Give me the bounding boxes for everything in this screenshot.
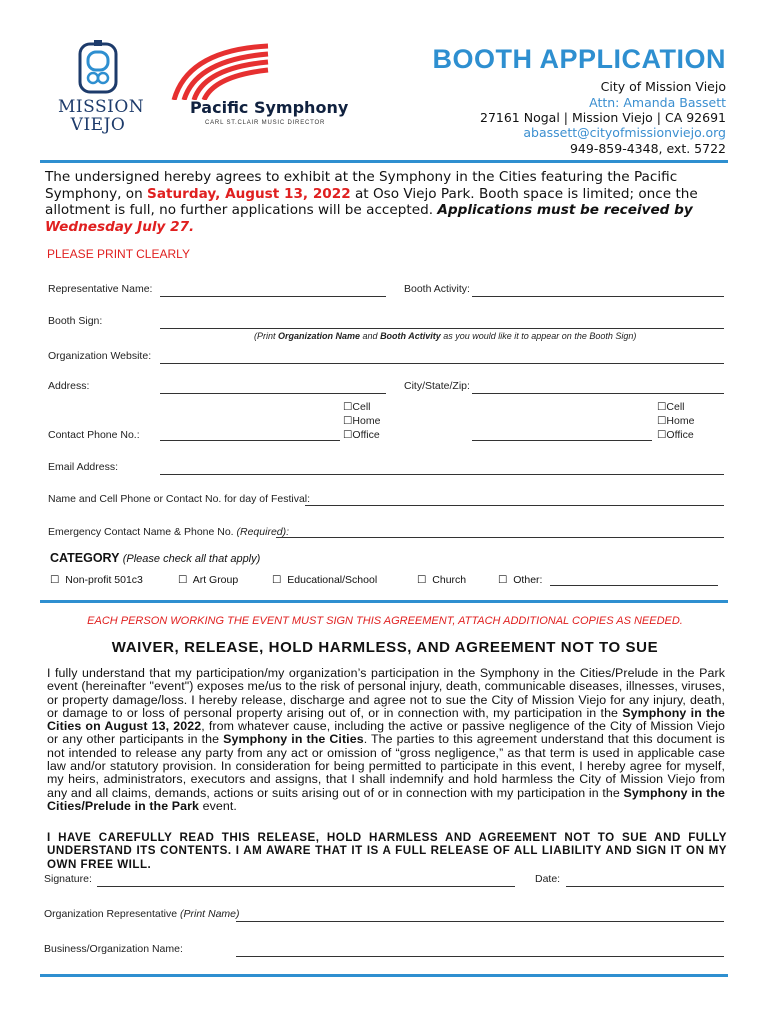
waiver-text: I fully understand that my participation/my organization’s participation in the Symphony in the Cities/Prelude in the Park event (hereinafter "event") exposes me/us to the risk of personal injury, death, communicable diseases, illnesses, viruses, or property damage/loss. I hereby release, discharge and agree not to sue the City of Mission Viejo for any injury, death, or damage to or loss of personal property arising out of, or in connection with, my participation in the [47,666,725,720]
phone-type-label: Cell [666,401,685,413]
signature-field[interactable] [97,886,515,887]
print-clearly-note: PLEASE PRINT CLEARLY [47,247,190,261]
event-date: Saturday, August 13, 2022 [147,185,351,202]
logo-word-viejo: VIEJO [70,115,126,135]
email-field[interactable] [160,474,724,475]
intro-paragraph [45,169,733,235]
city-state-zip-label: City/State/Zip: [404,380,470,392]
category-nonprofit-checkbox[interactable]: ☐ Non-profit 501c3 [50,574,143,586]
org-rep-hint: (Print Name) [180,908,240,920]
website-label: Organization Website: [48,350,152,362]
page-title: BOOTH APPLICATION [432,44,726,74]
address-label: Address: [48,380,90,392]
org-rep-label [44,908,240,920]
date-field[interactable] [566,886,724,887]
category-other-field[interactable] [550,585,718,586]
header-phone: 949-859-4348, ext. 5722 [569,141,726,156]
category-option-label: Church [432,574,467,586]
phone-type-office-checkbox[interactable]: ☐Office [343,429,380,441]
category-hint: (Please check all that apply) [122,553,261,565]
category-other-checkbox[interactable]: ☐ Other: [498,574,543,586]
category-option-label: Art Group [192,574,239,586]
waiver-body [47,667,725,813]
city-state-zip-field[interactable] [472,393,724,394]
deadline-date: Wednesday July 27. [45,218,195,235]
booth-activity-field[interactable] [472,296,724,297]
category-option-label: Educational/School [287,574,378,586]
representative-name-label: Representative Name: [48,283,153,295]
phone-type-label: Office [666,429,694,441]
phone-type-cell-checkbox[interactable]: ☐Cell [343,401,371,413]
header-attn: Attn: Amanda Bassett [589,95,726,110]
business-name-field[interactable] [236,956,724,957]
emergency-label-text: Emergency Contact Name & Phone No. [48,526,237,538]
emergency-contact-label [48,526,289,538]
day-of-festival-label: Name and Cell Phone or Contact No. for day of Festival: [48,493,311,505]
waiver-bold: Symphony in the Cities/Prelude in the Park [47,785,725,813]
booth-sign-label: Booth Sign: [48,315,103,327]
phone2-type-cell-checkbox[interactable]: ☐Cell [657,401,685,413]
category-option-label: Other: [513,574,543,586]
contact-phone-label: Contact Phone No.: [48,429,140,441]
symphony-swoosh-icon [168,40,353,100]
hint-part: and [360,331,381,341]
waiver-text: event. [199,798,237,813]
representative-name-field[interactable] [160,296,386,297]
category-art-group-checkbox[interactable]: ☐ Art Group [178,574,239,586]
category-title: CATEGORY [50,551,120,565]
waiver-text: . The parties to this agreement understand that this document is not intended to release any party from any act or omission of “gross negligence,” as that term is used in applicable case law and/or statutory provision. In consideration for being permitted to participate in this event, I hereby agree for myself, my heirs, administrators, executors and assigns, that I shall indemnify and hold harmless the City of Mission Viejo from any and all claims, demands, actions or suits arising out of or in connection with my participation in the [47,732,725,800]
category-church-checkbox[interactable]: ☐ Church [417,574,467,586]
org-rep-text: Organization Representative [44,908,180,920]
waiver-text: , from whatever cause, including the active or passive negligence of the City of Mission Viejo or any other participants in the [47,719,726,747]
org-rep-field[interactable] [236,921,724,922]
pacific-symphony-subtitle: CARL ST.CLAIR MUSIC DIRECTOR [205,120,326,126]
mission-viejo-logo [58,40,145,136]
phone-type-home-checkbox[interactable]: ☐Home [343,415,381,427]
phone-type-label: Cell [352,401,371,413]
category-educational-checkbox[interactable]: ☐ Educational/School [272,574,378,586]
section-divider [40,600,728,603]
category-heading [50,551,260,565]
header-org: City of Mission Viejo [600,79,726,94]
header-address: 27161 Nogal | Mission Viejo | CA 92691 [480,110,726,125]
signature-label: Signature: [44,873,92,885]
pacific-symphony-wordmark: Pacific Symphony [190,98,349,117]
logo-word-mission: MISSION [58,97,145,117]
intro-text-1: The undersigned hereby agrees to exhibit at the Symphony in the Cities featuring the Pacific Symphony, on [45,169,678,202]
category-option-label: Non-profit 501c3 [65,574,143,586]
booth-activity-label: Booth Activity: [404,283,470,295]
waiver-title: WAIVER, RELEASE, HOLD HARMLESS, AND AGREEMENT NOT TO SUE [111,639,659,656]
address-field[interactable] [160,393,386,394]
emergency-required-note: (Required): [236,526,290,538]
header-divider [40,160,728,163]
mission-bell-tower-icon [58,40,138,94]
phone2-type-home-checkbox[interactable]: ☐Home [657,415,695,427]
booth-sign-field[interactable] [160,328,724,329]
contact-phone-field-1[interactable] [160,440,340,441]
phone-type-label: Home [352,415,381,427]
hint-part: (Print [254,331,279,341]
website-field[interactable] [160,363,724,364]
phone-type-label: Office [352,429,380,441]
intro-deadline-lead: Applications must be received by [437,202,693,218]
hint-part: as you would like it to appear on the Booth Sign) [440,331,637,341]
hint-part-bold: Organization Name [278,331,361,341]
header-email-link[interactable]: abassett@cityofmissionviejo.org [523,125,726,140]
acknowledgement: I HAVE CAREFULLY READ THIS RELEASE, HOLD HARMLESS AND AGREEMENT NOT TO SUE AND FULLY UNDERSTAND ITS CONTENTS. I AM AWARE THAT IT IS A FULL RELEASE OF ALL LIABILITY AND SIGN IT ON MY OWN FREE WILL. [47,831,727,871]
phone-type-label: Home [666,415,695,427]
day-of-festival-field[interactable] [305,505,724,506]
emergency-contact-field[interactable] [276,537,724,538]
date-label: Date: [535,873,561,885]
phone2-type-office-checkbox[interactable]: ☐Office [657,429,694,441]
business-name-label: Business/Organization Name: [44,943,183,955]
footer-divider [40,974,728,977]
hint-part-bold: Booth Activity [380,331,441,341]
each-person-notice: EACH PERSON WORKING THE EVENT MUST SIGN THIS AGREEMENT, ATTACH ADDITIONAL COPIES AS NEEDED. [87,615,683,627]
booth-sign-hint [254,331,636,341]
contact-phone-field-2[interactable] [472,440,652,441]
waiver-bold: Symphony in the Cities on August 13, 2022 [47,705,725,734]
email-label: Email Address: [48,461,119,473]
intro-text-2: at Oso Viejo Park. Booth space is limited; once the allotment is full, no further applications will be accepted. [45,185,698,218]
waiver-bold: Symphony in the Cities [223,732,364,747]
